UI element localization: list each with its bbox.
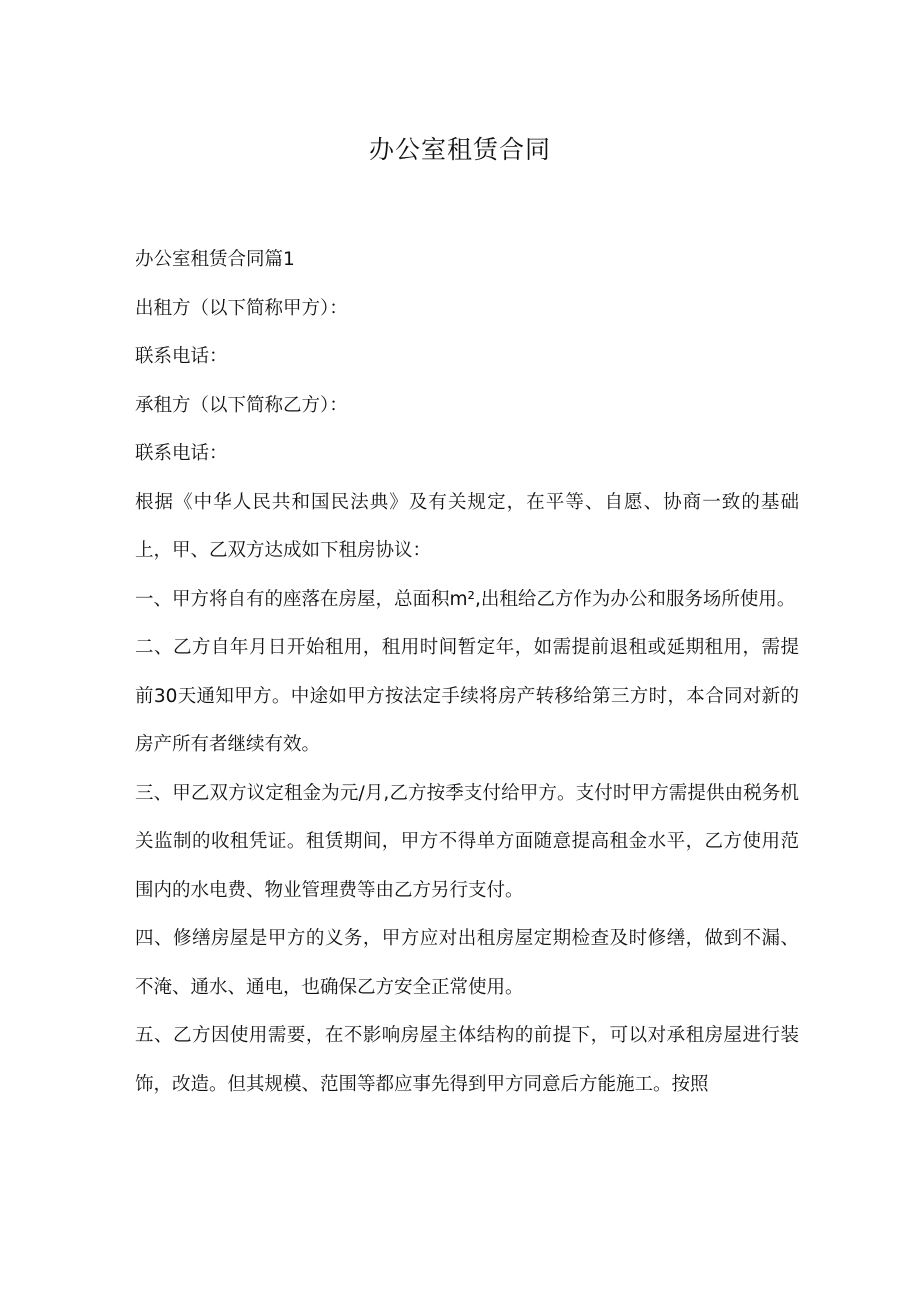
clause-4: 四、修缮房屋是甲方的义务，甲方应对出租房屋定期检查及时修缮，做到不漏、不淹、通水、通电，也确保乙方安全正常使用。 [135,928,799,998]
lessee-phone-line: 联系电话： [135,443,228,464]
section-heading: 办公室租赁合同篇1 [135,249,295,270]
preamble-paragraph: 根据《中华人民共和国民法典》及有关规定，在平等、自愿、协商一致的基础上，甲、乙双方达成如下租房协议： [135,491,799,561]
document-title: 办公室租赁合同 [368,135,551,164]
document-body [135,236,799,1109]
clause-3: 三、甲乙双方议定租金为元/月,乙方按季支付给甲方。支付时甲方需提供由税务机关监制的收租凭证。租赁期间，甲方不得单方面随意提高租金水平，乙方使用范围内的水电费、物业管理费等由乙方另行支付。 [135,782,799,901]
clause-2: 二、乙方自年月日开始租用，租用时间暂定年，如需提前退租或延期租用，需提前30天通知甲方。中途如甲方按法定手续将房产转移给第三方时，本合同对新的房产所有者继续有效。 [135,637,799,755]
clause-1: 一、甲方将自有的座落在房屋，总面积m²,出租给乙方作为办公和服务场所使用。 [135,588,796,610]
clause-5: 五、乙方因使用需要，在不影响房屋主体结构的前提下，可以对承租房屋进行装饰，改造。但其规模、范围等都应事先得到甲方同意后方能施工。按照 [135,1025,799,1095]
lessor-line: 出租方（以下简称甲方）： [135,297,348,319]
lessee-line: 承租方（以下简称乙方）： [135,394,348,416]
lessor-phone-line: 联系电话： [135,346,228,367]
